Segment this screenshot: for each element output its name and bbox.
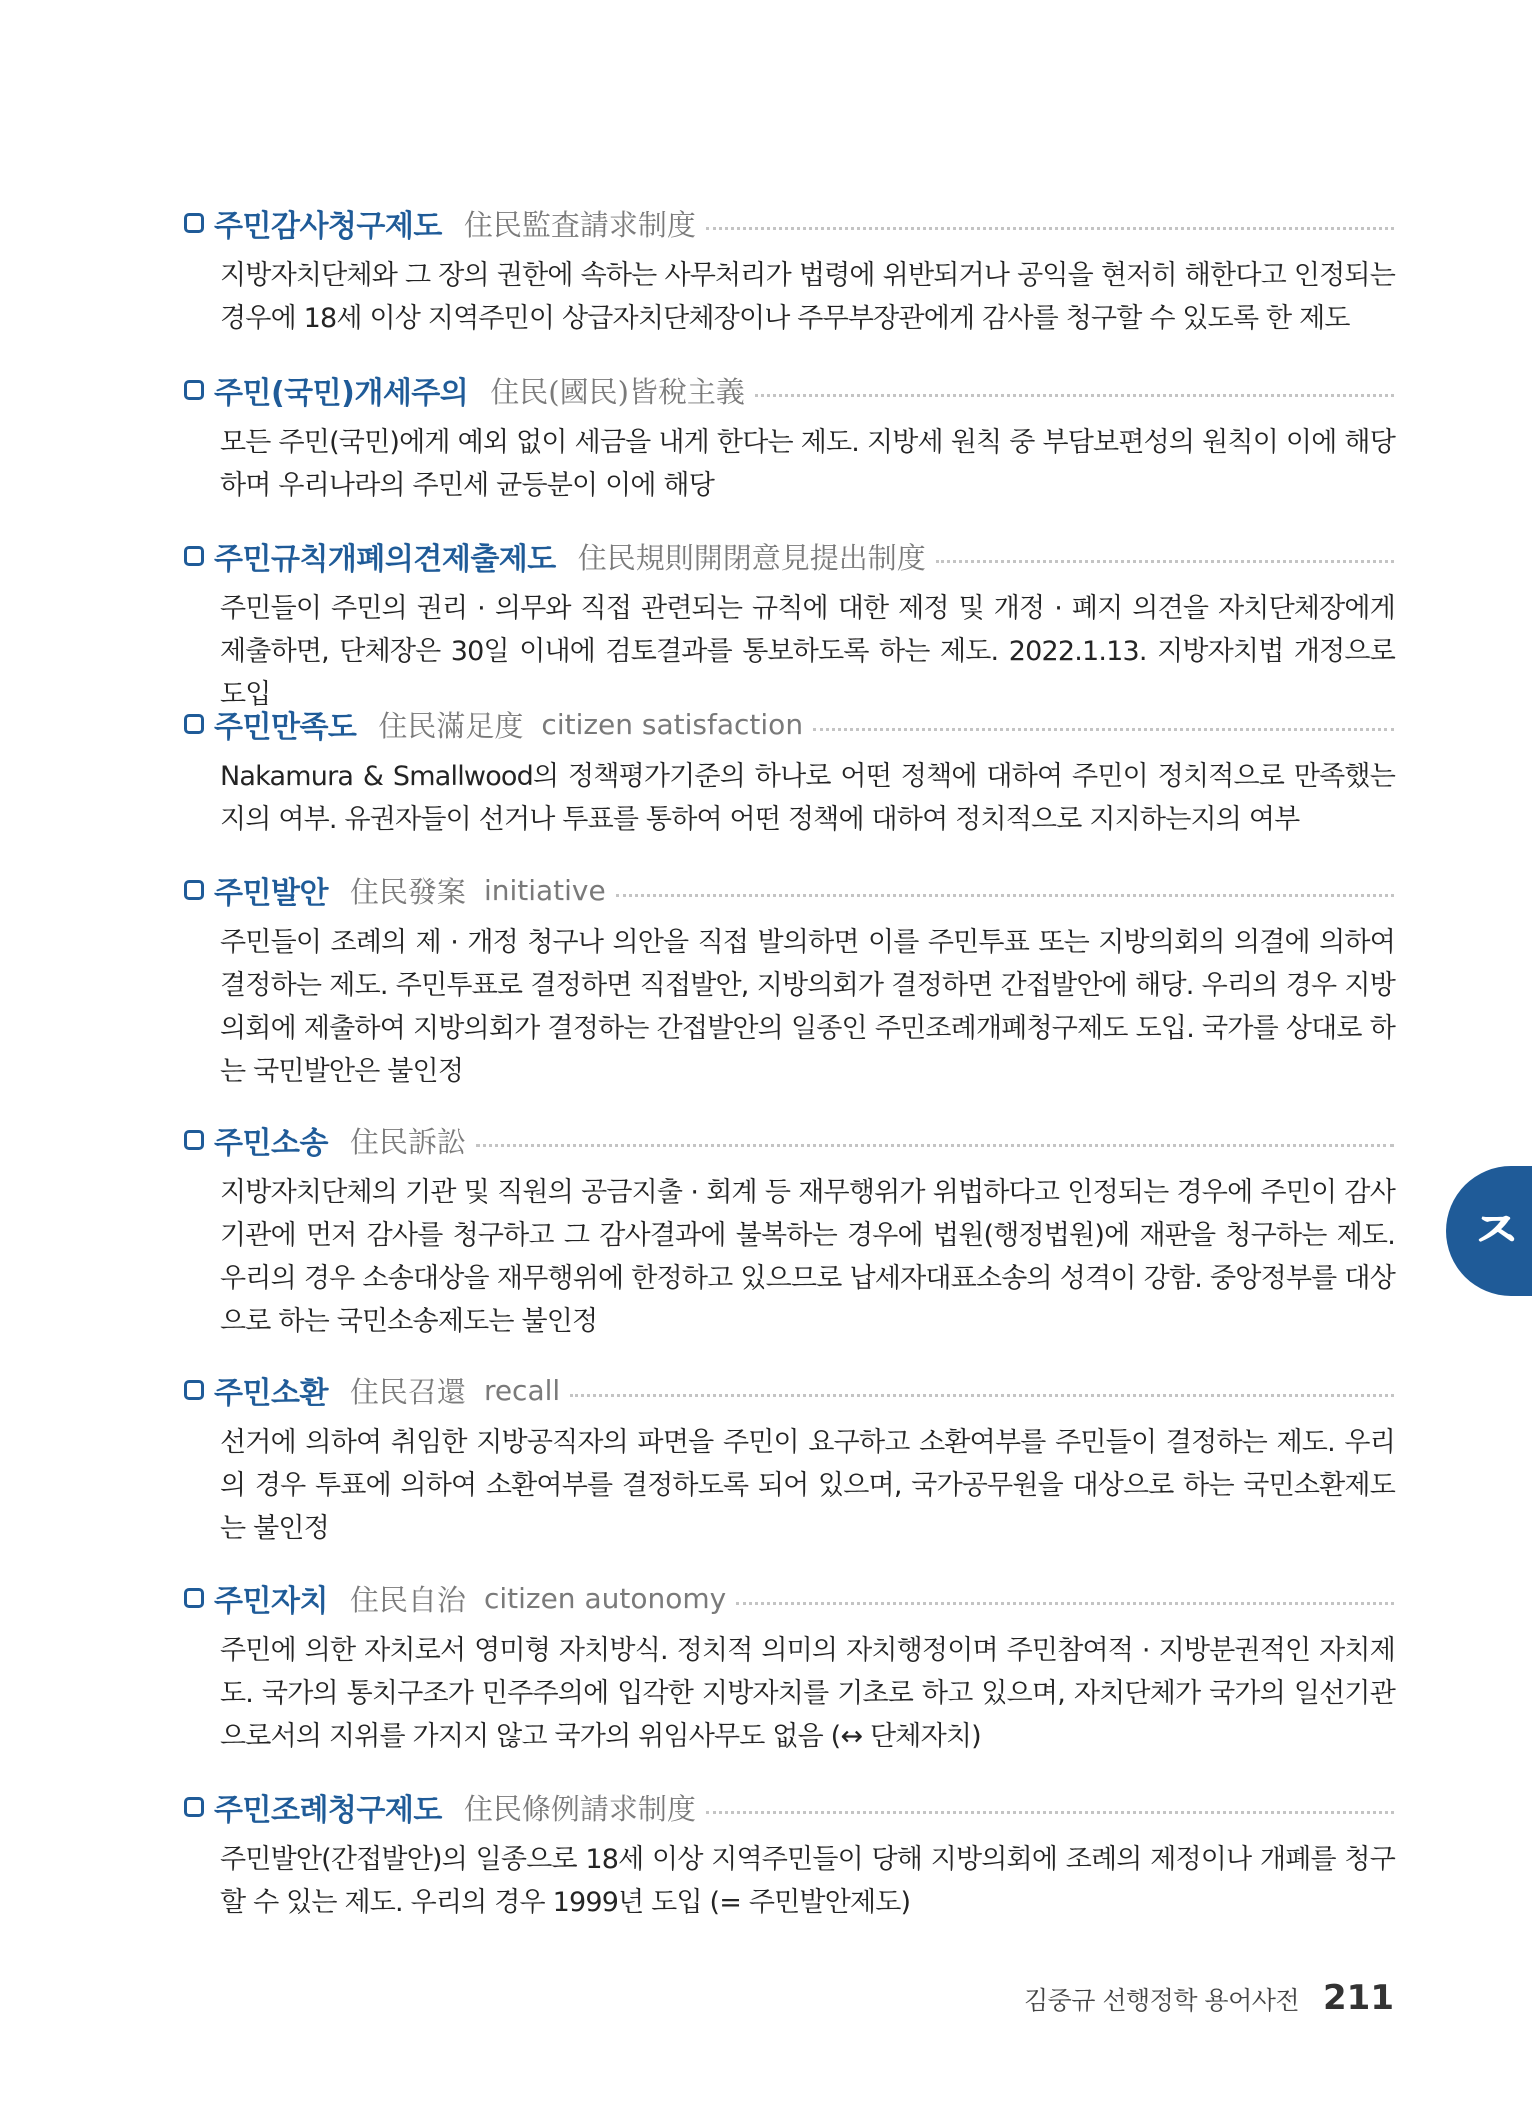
entry-heading — [184, 365, 1394, 415]
dotted-leader — [476, 1144, 1394, 1147]
entry-term: 주민(국민)개세주의 — [214, 376, 469, 411]
entry-description: Nakamura & Smallwood의 정책평가기준의 하나로 어떤 정책에 대하여 주민이 정치적으로 만족했는지의 여부. 유권자들이 선거나 투표를 통하여 어떤 정책에 대하여 정치적으로 지지하는지의 여부 — [220, 761, 1395, 835]
checkbox-square-icon — [184, 380, 204, 400]
entry-english: recall — [483, 1373, 561, 1407]
book-title: 김중규 선행정학 용어사전 — [1023, 1986, 1300, 2015]
glossary-entry — [184, 1782, 1394, 1924]
entry-term: 주민소환 — [214, 1376, 328, 1411]
entry-hanja: 住民監査請求制度 — [463, 207, 696, 242]
entry-description: 주민에 의한 자치로서 영미형 자치방식. 정치적 의미의 자치행정이며 주민참여적 · 지방분권적인 자치제도. 국가의 통치구조가 민주주의에 입각한 지방자치를 기초로 하고 있으며, 자치단체가 국가의 일선기관으로서의 지위를 가지지 않고 국가의 위임사무도 없음 (↔ 단체자치) — [220, 1635, 1395, 1752]
checkbox-square-icon — [184, 880, 204, 900]
checkbox-square-icon — [184, 714, 204, 734]
checkbox-square-icon — [184, 1130, 204, 1150]
checkbox-square-icon — [184, 546, 204, 566]
entry-hanja: 住民條例請求制度 — [463, 1791, 696, 1826]
dotted-leader — [736, 1602, 1394, 1605]
entry-heading — [184, 198, 1394, 248]
entry-hanja: 住民(國民)皆稅主義 — [490, 374, 745, 409]
entry-description: 주민들이 주민의 권리 · 의무와 직접 관련되는 규칙에 대한 제정 및 개정 · 폐지 의견을 자치단체장에게 제출하면, 단체장은 30일 이내에 검토결과를 통보하도록 하는 제도. 2022.1.13. 지방자치법 개정으로 도입 — [220, 593, 1395, 710]
glossary-entry — [184, 365, 1394, 507]
glossary-entry — [184, 1573, 1394, 1758]
entry-description: 주민발안(간접발안)의 일종으로 18세 이상 지역주민들이 당해 지방의회에 조례의 제정이나 개폐를 청구할 수 있는 제도. 우리의 경우 1999년 도입 (= 주민발안제도) — [220, 1844, 1395, 1918]
entry-hanja: 住民自治 — [349, 1582, 466, 1617]
page-number: 211 — [1323, 1978, 1394, 2018]
dotted-leader — [616, 894, 1394, 897]
entry-term: 주민규칙개폐의견제출제도 — [214, 542, 556, 577]
entry-description: 지방자치단체와 그 장의 권한에 속하는 사무처리가 법령에 위반되거나 공익을 현저히 해한다고 인정되는 경우에 18세 이상 지역주민이 상급자치단체장이나 주무부장관에게 감사를 청구할 수 있도록 한 제도 — [220, 260, 1395, 334]
entry-heading — [184, 1115, 1394, 1165]
entry-hanja: 住民召還 — [349, 1374, 466, 1409]
entry-description: 선거에 의하여 취임한 지방공직자의 파면을 주민이 요구하고 소환여부를 주민들이 결정하는 제도. 우리의 경우 투표에 의하여 소환여부를 결정하도록 되어 있으며, 국가공무원을 대상으로 하는 국민소환제도는 불인정 — [220, 1427, 1395, 1544]
dotted-leader — [813, 728, 1394, 731]
entry-heading — [184, 699, 1394, 749]
page-footer — [1024, 1978, 1394, 2018]
checkbox-square-icon — [184, 1588, 204, 1608]
dotted-leader — [936, 560, 1394, 563]
checkbox-square-icon — [184, 1797, 204, 1817]
entry-term: 주민감사청구제도 — [214, 209, 442, 244]
index-tab-label: ㅈ — [1470, 1199, 1523, 1262]
glossary-entry — [184, 531, 1394, 716]
dotted-leader — [570, 1394, 1394, 1397]
entry-heading — [184, 865, 1394, 915]
entry-hanja: 住民訴訟 — [349, 1124, 466, 1159]
entry-term: 주민조례청구제도 — [214, 1793, 442, 1828]
dotted-leader — [706, 227, 1394, 230]
checkbox-square-icon — [184, 1380, 204, 1400]
glossary-entry — [184, 699, 1394, 841]
entry-term: 주민발안 — [214, 876, 328, 911]
entry-english: initiative — [483, 873, 606, 907]
entry-heading — [184, 1782, 1394, 1832]
entry-english: citizen autonomy — [483, 1581, 727, 1615]
glossary-entry — [184, 865, 1394, 1093]
glossary-entry — [184, 1365, 1394, 1550]
entry-hanja: 住民發案 — [349, 874, 466, 909]
entry-english: citizen satisfaction — [541, 707, 804, 741]
dotted-leader — [755, 394, 1394, 397]
entry-heading — [184, 1573, 1394, 1623]
entry-description: 모든 주민(국민)에게 예외 없이 세금을 내게 한다는 제도. 지방세 원칙 중 부담보편성의 원칙이 이에 해당하며 우리나라의 주민세 균등분이 이에 해당 — [220, 427, 1395, 501]
entry-description: 지방자치단체의 기관 및 직원의 공금지출 · 회계 등 재무행위가 위법하다고 인정되는 경우에 주민이 감사기관에 먼저 감사를 청구하고 그 감사결과에 불복하는 경우에 법원(행정법원)에 재판을 청구하는 제도. 우리의 경우 소송대상을 재무행위에 한정하고 있으므로 납세자대표소송의 성격이 강함. 중앙정부를 대상으로 하는 국민소송제도는 불인정 — [220, 1177, 1395, 1337]
entry-term: 주민자치 — [214, 1584, 328, 1619]
glossary-entry — [184, 198, 1394, 340]
entry-description: 주민들이 조례의 제 · 개정 청구나 의안을 직접 발의하면 이를 주민투표 또는 지방의회의 의결에 의하여 결정하는 제도. 주민투표로 결정하면 직접발안, 지방의회가 결정하면 간접발안에 해당. 우리의 경우 지방의회에 제출하여 지방의회가 결정하는 간접발안의 일종인 주민조례개폐청구제도 도입. 국가를 상대로 하는 국민발안은 불인정 — [220, 927, 1395, 1087]
dotted-leader — [706, 1811, 1394, 1814]
checkbox-square-icon — [184, 213, 204, 233]
entry-hanja: 住民滿足度 — [378, 708, 524, 743]
entry-hanja: 住民規則開閉意見提出制度 — [577, 540, 926, 575]
entry-term: 주민만족도 — [214, 710, 357, 745]
entry-heading — [184, 531, 1394, 581]
entry-term: 주민소송 — [214, 1126, 328, 1161]
entry-heading — [184, 1365, 1394, 1415]
glossary-entry — [184, 1115, 1394, 1343]
